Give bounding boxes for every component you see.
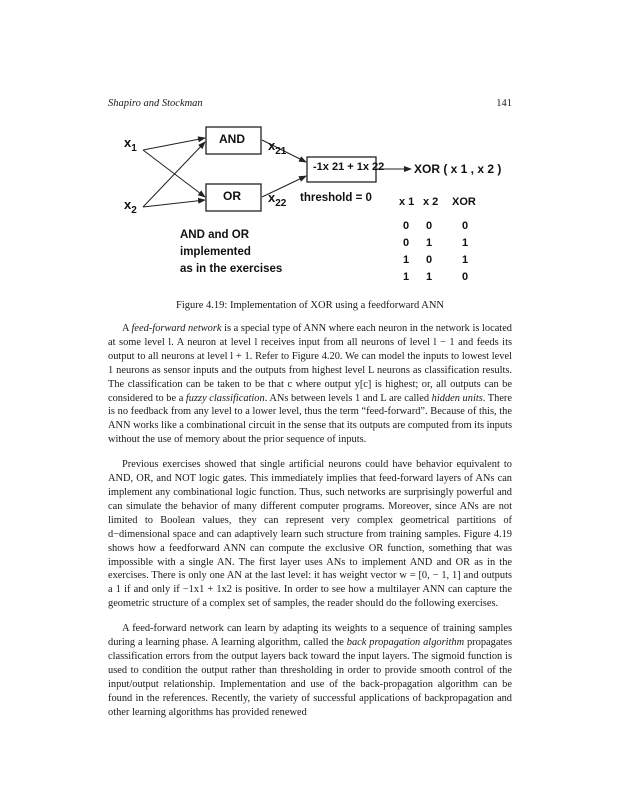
output-unit-expression: -1x 21 + 1x 22	[313, 161, 385, 173]
note-line-3: as in the exercises	[180, 263, 283, 275]
truth-table-cell: 0	[462, 271, 469, 283]
paragraph-feedforward: A feed-forward network is a special type of ANN where each neuron in the network is located at some level l. A neuron at level l receives input from all neurons of level l − 1 and feeds its output to all neurons at level l + 1. Refer to Figure 4.20. We can model the inputs to lowest level 1 neurons as sensor inputs and the outputs from highest level L neurons as classification results. The classification can be taken to be that c where output y[c] is highest; or, all outputs can be considered to be a fuzzy classification. ANs between levels 1 and L are called hidden units. There is no feedback from any level to a lower level, thus the term “feed-forward”. Because of this, the ANN works like a combinational circuit in the sense that its outputs are computed from its inputs without the use of memory about the prior sequence of inputs.	[108, 323, 513, 446]
paragraph-logic-gates: Previous exercises showed that single artificial neurons could have behavior equivalent to AND, OR, and NOT logic gates. This immediately implies that feed-forward layers of ANs can implement any combinational logic function. Thus, such networks are surprisingly powerful and can simulate the behavior of many different computer programs. Moreover, since ANs are not limited to Boolean values, they can represent very complex geometrical partitions of d−dimensional space and can adaptively learn such structure from training samples. Figure 4.19 shows how a feedforward ANN can compute the exclusive OR function, something that was impossible with a single AN. The first layer uses ANs to implement AND and OR as in the exercises. There is only one AN at the last level: it has weight vector w = [0, − 1, 1] and outputs a 1 if and only if −1x1 + 1x2 is positive. In order to see how a multilayer ANN can capture the geometric structure of a complex set of samples, the reader should do the following exercises.	[108, 459, 512, 610]
truth-table-cell: 0	[403, 220, 410, 232]
truth-table-cell: 0	[426, 254, 433, 266]
edge-x1-or	[143, 150, 205, 197]
truth-table-cell: 1	[462, 237, 469, 249]
and-gate-label: AND	[219, 132, 245, 146]
truth-table-cell: 1	[426, 271, 433, 283]
edge-x1-and	[143, 138, 205, 150]
running-head-author: Shapiro and Stockman	[108, 98, 203, 109]
paragraph-backprop: A feed-forward network can learn by adapting its weights to a sequence of training samples during a learning phase. A learning algorithm, called the back propagation algorithm propagates classification errors from the output layers back toward the input layers. The sigmoid function is used to condition the output rather than thresholding in order to provide smooth control of the input/output relationship. Implementation and use of the back-propagation algorithm can be found in the references. Recently, the variety of successful applications of backpropagation and other learning algorithms has provided renewed	[108, 623, 512, 718]
note-line-1: AND and OR	[180, 229, 249, 241]
term-back-propagation: back propagation algorithm	[346, 637, 465, 649]
truth-table-header-x1: x 1	[399, 196, 415, 208]
or-gate-label: OR	[223, 189, 241, 203]
truth-table-cell: 0	[403, 237, 410, 249]
edge-x2-and	[143, 142, 205, 207]
truth-table-header-xor: XOR	[452, 196, 476, 208]
threshold-label: threshold = 0	[300, 192, 372, 204]
truth-table-cell: 0	[426, 220, 433, 232]
xor-output-label: XOR ( x 1 , x 2 )	[414, 162, 502, 176]
note-line-2: implemented	[180, 246, 251, 258]
term-fuzzy-classification: fuzzy classification	[185, 392, 265, 404]
body-text	[108, 322, 512, 730]
input-x2-label: $x_2$	[124, 197, 137, 216]
figure-caption: Figure 4.19: Implementation of XOR using a feedforward ANN	[176, 300, 444, 311]
edge-x2-or	[143, 200, 205, 207]
network-diagram-lines	[0, 0, 618, 300]
input-x1-label: $x_1$	[124, 135, 137, 154]
term-hidden-units: hidden units	[431, 392, 483, 404]
truth-table-cell: 1	[403, 271, 410, 283]
term-feed-forward-network: feed-forward network	[131, 323, 222, 334]
figure-xor-network	[0, 0, 618, 300]
hidden-x21-label: $x_{21}$	[268, 138, 287, 157]
truth-table-cell: 0	[462, 220, 469, 232]
truth-table-cell: 1	[403, 254, 410, 266]
page-number: 141	[496, 98, 512, 109]
truth-table-header-x2: x 2	[423, 196, 439, 208]
truth-table-cell: 1	[462, 254, 469, 266]
truth-table-cell: 1	[426, 237, 433, 249]
hidden-x22-label: $x_{22}$	[268, 190, 287, 209]
